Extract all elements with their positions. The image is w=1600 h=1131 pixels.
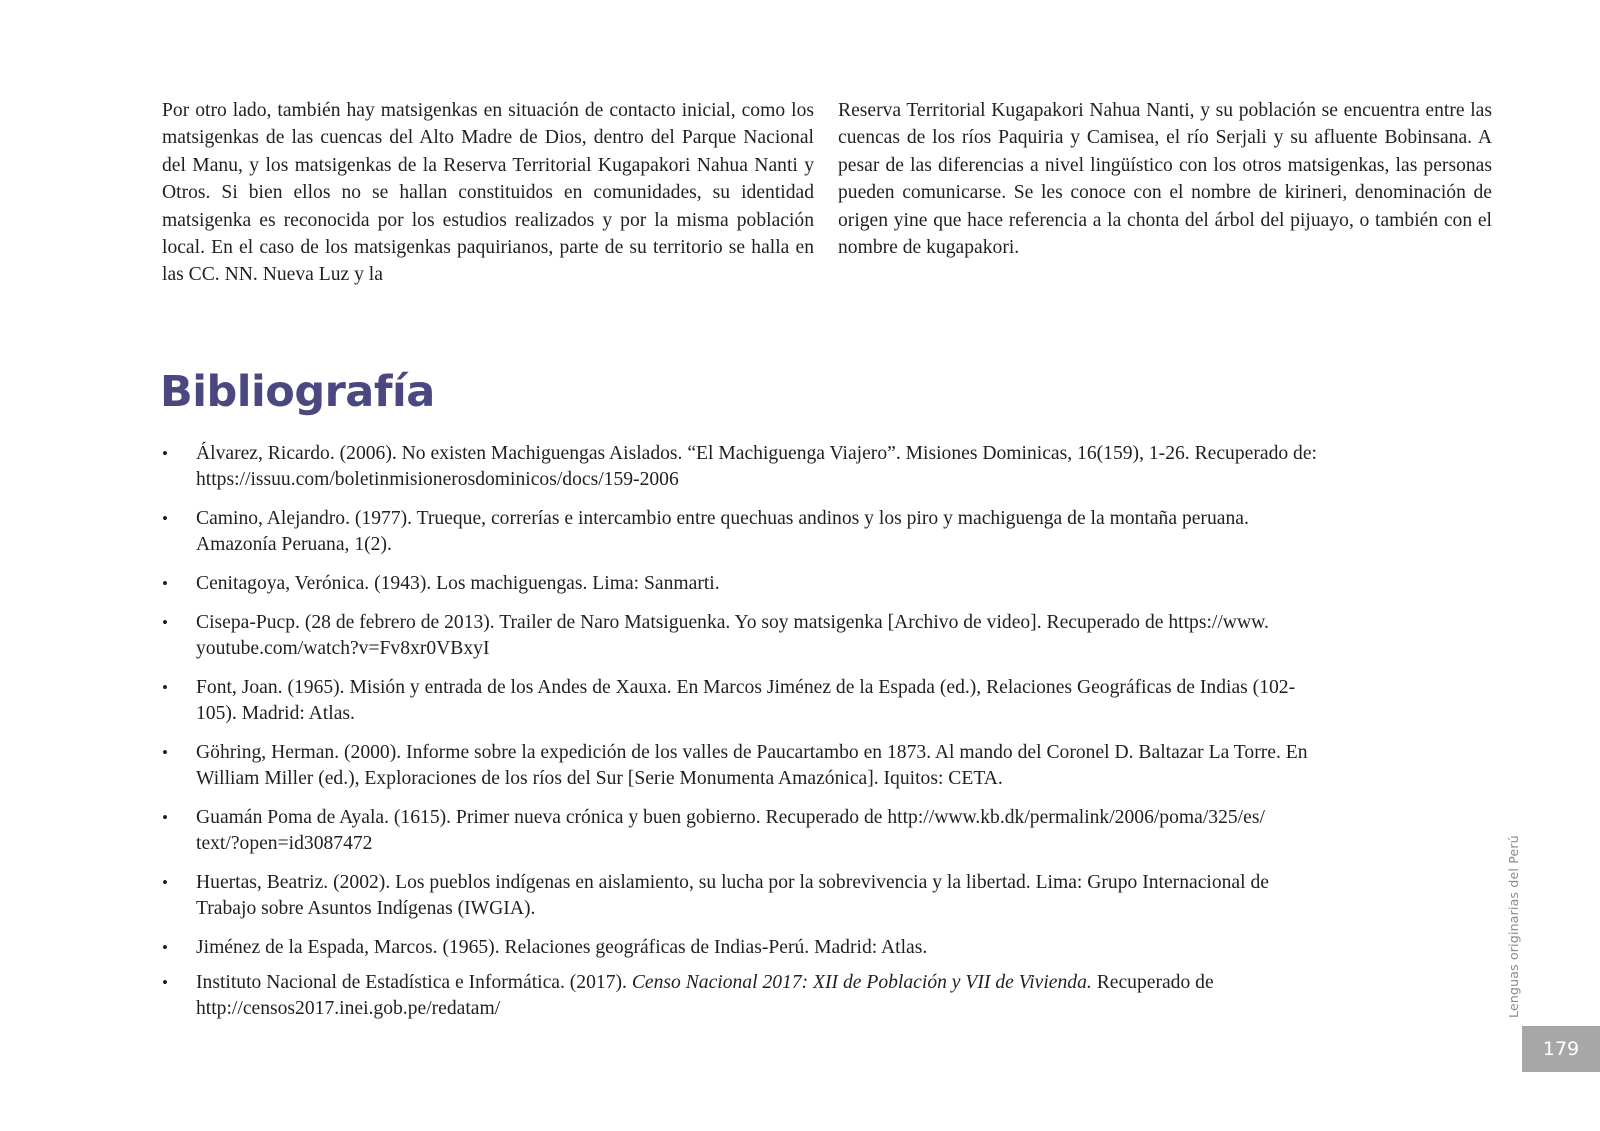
entry-line-2: text/?open=id3087472 <box>196 833 373 854</box>
entry-line-1: Cisepa-Pucp. (28 de febrero de 2013). Trailer de Naro Matsiguenka. Yo soy matsigenka [Archivo de video]. Recuperado de https://www. <box>196 612 1269 633</box>
bibliography-entry-last <box>162 970 1492 1022</box>
entry-line-2: http://censos2017.inei.gob.pe/redatam/ <box>196 998 501 1019</box>
bibliography-entry <box>162 935 1492 961</box>
bibliography-entry <box>162 571 1492 597</box>
entry-line-1: Font, Joan. (1965). Misión y entrada de los Andes de Xauxa. En Marcos Jiménez de la Espada (ed.), Relaciones Geográficas de Indias (102- <box>196 677 1296 698</box>
body-paragraph-left: Por otro lado, también hay matsigenkas en situación de contacto inicial, como los matsigenkas de las cuencas del Alto Madre de Dios, dentro del Parque Nacional del Manu, y los matsigenkas de la Reserva Territorial Kugapakori Nahua Nanti y Otros. Si bien ellos no se hallan constituidos en comunidades, su identidad matsigenka es reconocida por los estudios realizados y por la misma población local. En el caso de los matsigenkas paquirianos, parte de su territorio se halla en las CC. NN. Nueva Luz y la <box>162 100 814 286</box>
bullet-icon: • <box>162 873 168 892</box>
bullet-icon: • <box>162 743 168 762</box>
page-number: 179 <box>1522 1026 1600 1072</box>
bullet-icon: • <box>162 444 168 463</box>
bullet-icon: • <box>162 509 168 528</box>
entry-line-2: https://issuu.com/boletinmisionerosdominicos/docs/159-2006 <box>196 469 679 490</box>
entry-text-before: Instituto Nacional de Estadística e Informática. (2017). <box>196 972 632 993</box>
bullet-icon: • <box>162 574 168 593</box>
body-columns <box>162 97 1492 289</box>
bullet-icon: • <box>162 678 168 697</box>
bibliography-entry <box>162 870 1492 922</box>
entry-line-1: Álvarez, Ricardo. (2006). No existen Machiguengas Aislados. “El Machiguenga Viajero”. Misiones Dominicas, 16(159), 1-26. Recuperado de: <box>196 443 1317 464</box>
entry-line-2: youtube.com/watch?v=Fv8xr0VBxyI <box>196 638 490 659</box>
bullet-icon: • <box>162 808 168 827</box>
entry-line-1: Guamán Poma de Ayala. (1615). Primer nueva crónica y buen gobierno. Recuperado de http://www.kb.dk/permalink/2006/poma/325/es/ <box>196 807 1265 828</box>
bibliography-entry <box>162 610 1492 662</box>
entry-line-1: Cenitagoya, Verónica. (1943). Los machiguengas. Lima: Sanmarti. <box>196 573 720 594</box>
entry-line-2: William Miller (ed.), Exploraciones de los ríos del Sur [Serie Monumenta Amazónica]. Iquitos: CETA. <box>196 768 1003 789</box>
entry-line-1: Göhring, Herman. (2000). Informe sobre la expedición de los valles de Paucartambo en 1873. Al mando del Coronel D. Baltazar La Torre. En <box>196 742 1308 763</box>
section-heading: Bibliografía <box>160 367 435 417</box>
bullet-icon: • <box>162 938 168 957</box>
bibliography-entry <box>162 805 1492 857</box>
entry-line-2: Amazonía Peruana, 1(2). <box>196 534 392 555</box>
bibliography-entry <box>162 441 1492 493</box>
entry-line-1: Jiménez de la Espada, Marcos. (1965). Relaciones geográficas de Indias-Perú. Madrid: Atlas. <box>196 937 928 958</box>
bibliography-list <box>162 441 1492 1035</box>
entry-line-2: 105). Madrid: Atlas. <box>196 703 355 724</box>
entry-text-after: Recuperado de <box>1091 972 1214 993</box>
bullet-icon: • <box>162 973 168 992</box>
entry-title-italic: Censo Nacional 2017: XII de Población y VII de Vivienda. <box>631 972 1092 993</box>
bullet-icon: • <box>162 613 168 632</box>
entry-line-1: Huertas, Beatriz. (2002). Los pueblos indígenas en aislamiento, su lucha por la sobrevivencia y la libertad. Lima: Grupo Internacional de <box>196 872 1269 893</box>
bibliography-entry <box>162 506 1492 558</box>
side-running-title: Lenguas originarias del Perú <box>1506 835 1521 1018</box>
entry-line-2: Trabajo sobre Asuntos Indígenas (IWGIA). <box>196 898 536 919</box>
body-paragraph-right: Reserva Territorial Kugapakori Nahua Nanti, y su población se encuentra entre las cuencas de los ríos Paquiria y Camisea, el río Serjali y su afluente Bobinsana. A pesar de las diferencias a nivel lingüístico con los otros matsigenkas, las personas pueden comunicarse. Se les conoce con el nombre de kirineri, denominación de origen yine que hace referencia a la chonta del árbol del pijuayo, o también con el nombre de kugapakori. <box>838 100 1492 259</box>
entry-line-1: Camino, Alejandro. (1977). Trueque, correrías e intercambio entre quechuas andinos y los piro y machiguenga de la montaña peruana. <box>196 508 1249 529</box>
bibliography-entry <box>162 675 1492 727</box>
bibliography-entry <box>162 740 1492 792</box>
